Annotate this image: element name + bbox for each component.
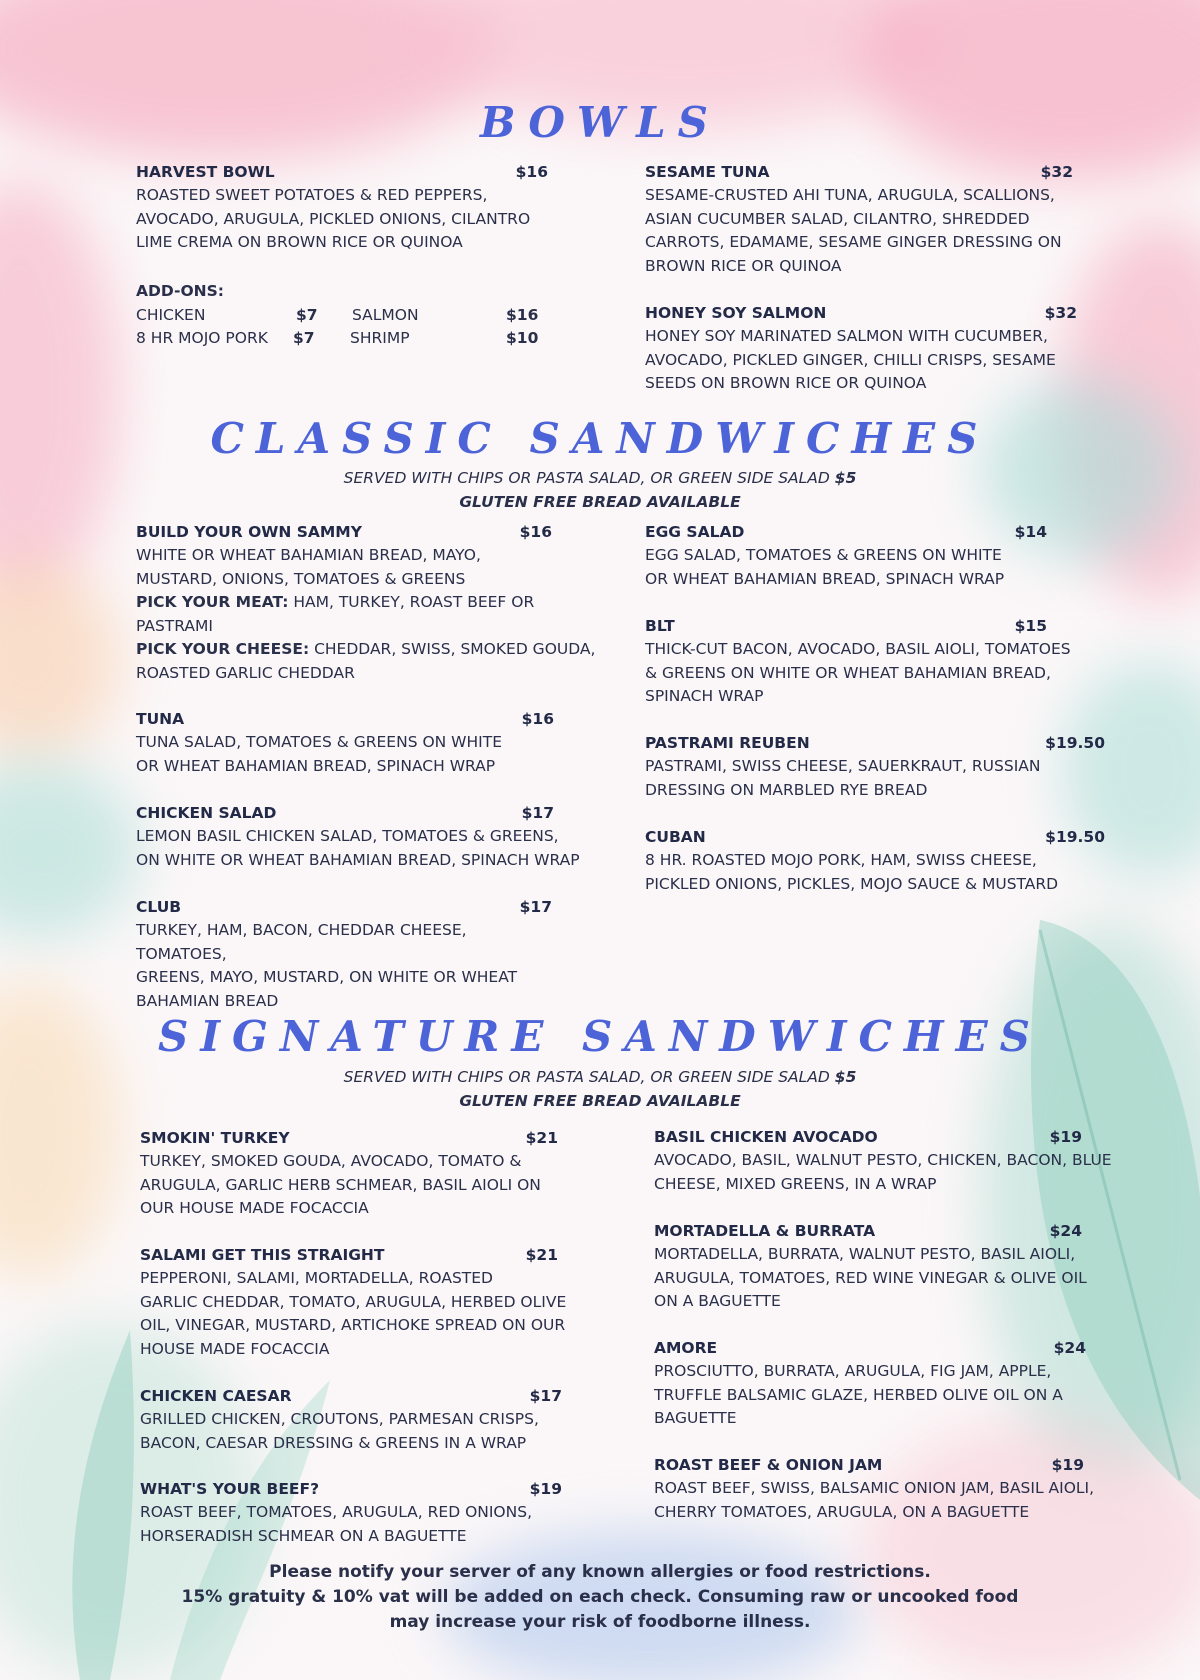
menu-item-build-your-own-sammy xyxy=(136,521,596,685)
item-price: $16 xyxy=(515,163,548,181)
item-price: $24 xyxy=(1053,1339,1086,1357)
item-name: HONEY SOY SALMON xyxy=(645,304,827,322)
item-name: EGG SALAD xyxy=(645,523,745,541)
menu-item-tuna xyxy=(136,708,554,778)
item-price: $19 xyxy=(1051,1456,1084,1474)
classic-gluten-free-note: GLUTEN FREE BREAD AVAILABLE xyxy=(459,493,741,511)
item-name: MORTADELLA & BURRATA xyxy=(654,1222,876,1240)
item-description: MORTADELLA, BURRATA, WALNUT PESTO, BASIL AIOLI, ARUGULA, TOMATOES, RED WINE VINEGAR & OLIVE OIL ON A BAGUETTE xyxy=(654,1245,1087,1310)
item-name: BLT xyxy=(645,617,675,635)
item-description: EGG SALAD, TOMATOES & GREENS ON WHITE OR WHEAT BAHAMIAN BREAD, SPINACH WRAP xyxy=(645,546,1005,588)
item-description: TUNA SALAD, TOMATOES & GREENS ON WHITE OR WHEAT BAHAMIAN BREAD, SPINACH WRAP xyxy=(136,733,502,775)
item-description: GRILLED CHICKEN, CROUTONS, PARMESAN CRISPS, BACON, CAESAR DRESSING & GREENS IN A WRAP xyxy=(140,1410,539,1452)
add-on-name: SHRIMP xyxy=(350,329,410,347)
item-description: ROAST BEEF, SWISS, BALSAMIC ONION JAM, BASIL AIOLI, CHERRY TOMATOES, ARUGULA, ON A BAGUETTE xyxy=(654,1479,1095,1521)
menu-item-pastrami-reuben xyxy=(645,732,1105,802)
item-name: CLUB xyxy=(136,898,182,916)
item-name: CHICKEN SALAD xyxy=(136,804,277,822)
add-ons-title: ADD-ONS: xyxy=(136,282,224,300)
add-on-price: $7 xyxy=(293,329,315,347)
footer-line: may increase your risk of foodborne illness. xyxy=(389,1612,811,1632)
add-on-price: $10 xyxy=(506,329,539,347)
bowls-heading: BOWLS xyxy=(480,98,720,147)
item-name: BASIL CHICKEN AVOCADO xyxy=(654,1128,878,1146)
item-description: PASTRAMI, SWISS CHEESE, SAUERKRAUT, RUSSIAN DRESSING ON MARBLED RYE BREAD xyxy=(645,757,1041,799)
item-price: $17 xyxy=(519,898,552,916)
item-description: ROAST BEEF, TOMATOES, ARUGULA, RED ONIONS, HORSERADISH SCHMEAR ON A BAGUETTE xyxy=(140,1503,532,1545)
item-price: $14 xyxy=(1014,523,1047,541)
item-description: ROASTED SWEET POTATOES & RED PEPPERS, AVOCADO, ARUGULA, PICKLED ONIONS, CILANTRO LIME CREMA ON BROWN RICE OR QUINOA xyxy=(136,186,531,251)
item-description: SESAME-CRUSTED AHI TUNA, ARUGULA, SCALLIONS, ASIAN CUCUMBER SALAD, CILANTRO, SHREDDED CARROTS, EDAMAME, SESAME GINGER DRESSING ON BROWN RICE OR QUINOA xyxy=(645,186,1062,275)
item-name: CUBAN xyxy=(645,828,706,846)
menu-item-blt xyxy=(645,615,1071,709)
item-price: $19.50 xyxy=(1045,828,1105,846)
add-on-name: 8 HR MOJO PORK xyxy=(136,329,268,347)
item-name: ROAST BEEF & ONION JAM xyxy=(654,1456,883,1474)
add-on-name: CHICKEN xyxy=(136,305,206,324)
item-price: $16 xyxy=(519,523,552,541)
item-price: $32 xyxy=(1044,304,1077,322)
menu-item-salami-get-this-straight xyxy=(140,1244,567,1361)
item-name: HARVEST BOWL xyxy=(136,163,275,181)
item-description: 8 HR. ROASTED MOJO PORK, HAM, SWISS CHEESE, PICKLED ONIONS, PICKLES, MOJO SAUCE & MUSTARD xyxy=(645,851,1059,893)
footer-line: Please notify your server of any known allergies or food restrictions. xyxy=(269,1562,931,1582)
menu-item-chicken-salad xyxy=(136,802,580,872)
item-description: PEPPERONI, SALAMI, MORTADELLA, ROASTED GARLIC CHEDDAR, TOMATO, ARUGULA, HERBED OLIVE OIL, VINEGAR, MUSTARD, ARTICHOKE SPREAD ON OUR HOUSE MADE FOCACCIA xyxy=(140,1269,567,1358)
footer-line: 15% gratuity & 10% vat will be added on each check. Consuming raw or uncooked food xyxy=(181,1587,1019,1607)
item-price: $21 xyxy=(525,1129,558,1147)
signature-sides-note: SERVED WITH CHIPS OR PASTA SALAD, OR GREEN SIDE SALAD $5 xyxy=(343,1068,857,1086)
item-name: SMOKIN' TURKEY xyxy=(140,1129,290,1147)
menu-item-harvest-bowl xyxy=(136,161,548,255)
item-description: AVOCADO, BASIL, WALNUT PESTO, CHICKEN, BACON, BLUE CHEESE, MIXED GREENS, IN A WRAP xyxy=(654,1151,1112,1193)
menu-item-mortadella-burrata xyxy=(654,1220,1087,1314)
menu-item-smokin-turkey xyxy=(140,1127,558,1221)
add-on-row xyxy=(136,327,546,351)
item-description: THICK-CUT BACON, AVOCADO, BASIL AIOLI, TOMATOES & GREENS ON WHITE OR WHEAT BAHAMIAN BREAD, SPINACH WRAP xyxy=(645,640,1071,705)
item-price: $17 xyxy=(521,804,554,822)
item-price: $19.50 xyxy=(1045,734,1105,752)
item-name: CHICKEN CAESAR xyxy=(140,1387,292,1405)
item-price: $16 xyxy=(521,710,554,728)
item-name: SALAMI GET THIS STRAIGHT xyxy=(140,1246,385,1264)
item-description: WHITE OR WHEAT BAHAMIAN BREAD, MAYO, MUSTARD, ONIONS, TOMATOES & GREENS PICK YOUR MEAT: HAM, TURKEY, ROAST BEEF OR PASTRAMI PICK YOUR CHEESE: CHEDDAR, SWISS, SMOKED GOUDA, ROASTED GARLIC CHEDDAR xyxy=(136,546,596,682)
item-price: $17 xyxy=(529,1387,562,1405)
item-price: $32 xyxy=(1040,163,1073,181)
menu-item-amore xyxy=(654,1337,1086,1431)
item-description: LEMON BASIL CHICKEN SALAD, TOMATOES & GREENS, ON WHITE OR WHEAT BAHAMIAN BREAD, SPINACH WRAP xyxy=(136,827,580,869)
classic-sandwiches-heading: CLASSIC SANDWICHES xyxy=(210,414,990,463)
item-name: SESAME TUNA xyxy=(645,163,770,181)
add-on-row xyxy=(136,304,546,328)
item-description: TURKEY, HAM, BACON, CHEDDAR CHEESE, TOMATOES, GREENS, MAYO, MUSTARD, ON WHITE OR WHEAT BAHAMIAN BREAD xyxy=(136,921,518,1010)
item-price: $19 xyxy=(529,1480,562,1498)
item-description: HONEY SOY MARINATED SALMON WITH CUCUMBER, AVOCADO, PICKLED GINGER, CHILLI CRISPS, SESAME SEEDS ON BROWN RICE OR QUINOA xyxy=(645,327,1056,392)
allergy-notice xyxy=(0,1560,1200,1635)
menu-item-egg-salad xyxy=(645,521,1047,591)
menu-item-basil-chicken-avocado xyxy=(654,1126,1112,1196)
item-price: $21 xyxy=(525,1246,558,1264)
classic-sides-note: SERVED WITH CHIPS OR PASTA SALAD, OR GREEN SIDE SALAD $5 xyxy=(343,469,857,487)
item-name: WHAT'S YOUR BEEF? xyxy=(140,1480,320,1498)
menu-item-club xyxy=(136,896,552,1013)
menu-item-honey-soy-salmon xyxy=(645,302,1077,396)
add-on-name: SALMON xyxy=(352,305,419,324)
item-price: $19 xyxy=(1049,1128,1082,1146)
menu-item-whats-your-beef xyxy=(140,1478,562,1548)
add-on-price: $16 xyxy=(506,305,539,324)
item-price: $24 xyxy=(1049,1222,1082,1240)
item-name: BUILD YOUR OWN SAMMY xyxy=(136,523,362,541)
item-name: AMORE xyxy=(654,1339,718,1357)
menu-item-cuban xyxy=(645,826,1105,896)
menu-item-sesame-tuna xyxy=(645,161,1073,278)
menu-item-chicken-caesar xyxy=(140,1385,562,1455)
item-price: $15 xyxy=(1014,617,1047,635)
signature-sandwiches-heading: SIGNATURE SANDWICHES xyxy=(158,1012,1042,1061)
menu-item-roast-beef-onion-jam xyxy=(654,1454,1095,1524)
signature-gluten-free-note: GLUTEN FREE BREAD AVAILABLE xyxy=(459,1092,741,1110)
item-name: TUNA xyxy=(136,710,185,728)
item-description: TURKEY, SMOKED GOUDA, AVOCADO, TOMATO & ARUGULA, GARLIC HERB SCHMEAR, BASIL AIOLI ON OUR HOUSE MADE FOCACCIA xyxy=(140,1152,541,1217)
add-on-price: $7 xyxy=(296,305,318,324)
item-name: PASTRAMI REUBEN xyxy=(645,734,810,752)
add-ons xyxy=(136,280,546,351)
item-description: PROSCIUTTO, BURRATA, ARUGULA, FIG JAM, APPLE, TRUFFLE BALSAMIC GLAZE, HERBED OLIVE OIL ON A BAGUETTE xyxy=(654,1362,1063,1427)
